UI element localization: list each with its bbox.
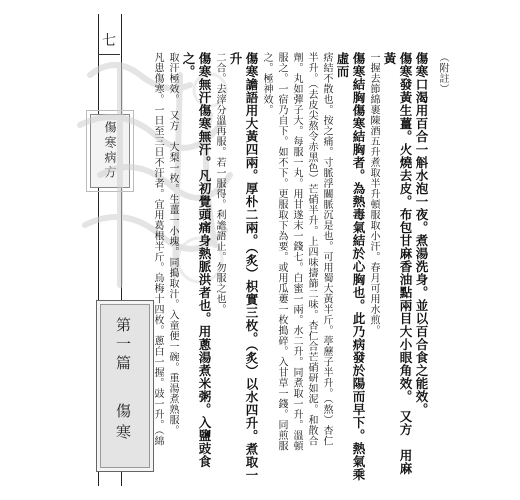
text-column bbox=[165, 52, 180, 482]
text-column bbox=[259, 52, 274, 482]
remedy-heading: 傷寒結胸 bbox=[351, 52, 366, 104]
text-column bbox=[413, 52, 429, 482]
remedy-heading: 傷寒發黃 bbox=[398, 52, 413, 104]
text-column bbox=[381, 52, 413, 482]
remedy-text: 痞結不散也。按之痛。寸脈浮關脈沉是也。可用蜀大黃半斤。葶藶子半升。（熬）杏仁 bbox=[321, 52, 332, 446]
text-column bbox=[319, 52, 334, 482]
text-column bbox=[212, 52, 227, 482]
remedy-text: 用百合一斛水泡一夜。煮湯洗身。並以百合食之能效。 bbox=[414, 104, 429, 416]
annotation-note: （附註） bbox=[437, 52, 448, 94]
chapter-number: 第一篇 bbox=[114, 317, 132, 374]
page-number: 七 bbox=[102, 33, 116, 49]
remedy-text: 之。極神效。 bbox=[261, 52, 272, 115]
remedy-text: 用大黃四兩。厚朴二兩。（炙）枳實三枚。（炙）以水四升。煮取一升 bbox=[228, 52, 259, 482]
text-column bbox=[150, 52, 165, 482]
text-column bbox=[180, 52, 212, 482]
text-column bbox=[334, 52, 366, 482]
text-column bbox=[366, 52, 381, 482]
text-column bbox=[289, 52, 304, 482]
section-label: 傷寒病方 bbox=[90, 114, 130, 188]
remedy-text: 服之。一宿乃自下。如不下。更服取下為要。或用瓜蔞一枚搗碎。入甘草一錢。同煎服 bbox=[276, 52, 287, 451]
remedy-text: 傷寒結胸者。為熱毒氣結於心胸也。此乃病發於陽而早下。熱氣乘虛而 bbox=[335, 52, 366, 481]
remedy-text: 半升。（去皮尖熬令赤黑色）芒硝半升。上四味擣篩二味。杏仁合芒硝研如泥。和散合 bbox=[306, 52, 317, 446]
text-column bbox=[274, 52, 289, 482]
remedy-text: 生薑。火燒去皮。布包甘麻香油點兩目大小眼角效。 又方 用麻黃 bbox=[382, 52, 413, 475]
remedy-heading: 傷寒譫語 bbox=[244, 52, 259, 104]
chapter-name: 傷寒 bbox=[114, 403, 132, 445]
page-number-rule bbox=[98, 54, 120, 55]
remedy-text: 二合。去滓分溫再服。若一服得。利譫語止。勿服之也。 bbox=[214, 52, 225, 315]
remedy-text: 凡患傷寒。一日至三日不汗者。宜用葛根半斤。烏梅十四枚。蔥白一握。豉一升。（綿 bbox=[152, 52, 163, 446]
body-text bbox=[120, 52, 450, 482]
remedy-heading: 傷寒口渴 bbox=[414, 52, 429, 104]
remedy-text: 劑。丸如彈子大。每服一丸。用甘遂末一錢七。白蜜一兩。水二升。同煮取一升。溫頓 bbox=[291, 52, 302, 451]
remedy-text: 傷寒無汗。凡初覺頭痛身熱脈洪者也。用蔥湯煮米粥。入鹽豉食之。 bbox=[181, 52, 212, 468]
remedy-text: 一握去節綿裹陳酒五升煮取半升頓服取小汗。春月可用水煎。 bbox=[368, 52, 379, 336]
text-column bbox=[227, 52, 259, 482]
remedy-text: 取汗極效。 又方 大梨一枚。生薑一小塊。同搗取汁。入童便一碗。重湯煮熟服。 bbox=[167, 52, 178, 436]
text-column bbox=[304, 52, 319, 482]
remedy-heading: 傷寒無汗 bbox=[197, 52, 212, 104]
